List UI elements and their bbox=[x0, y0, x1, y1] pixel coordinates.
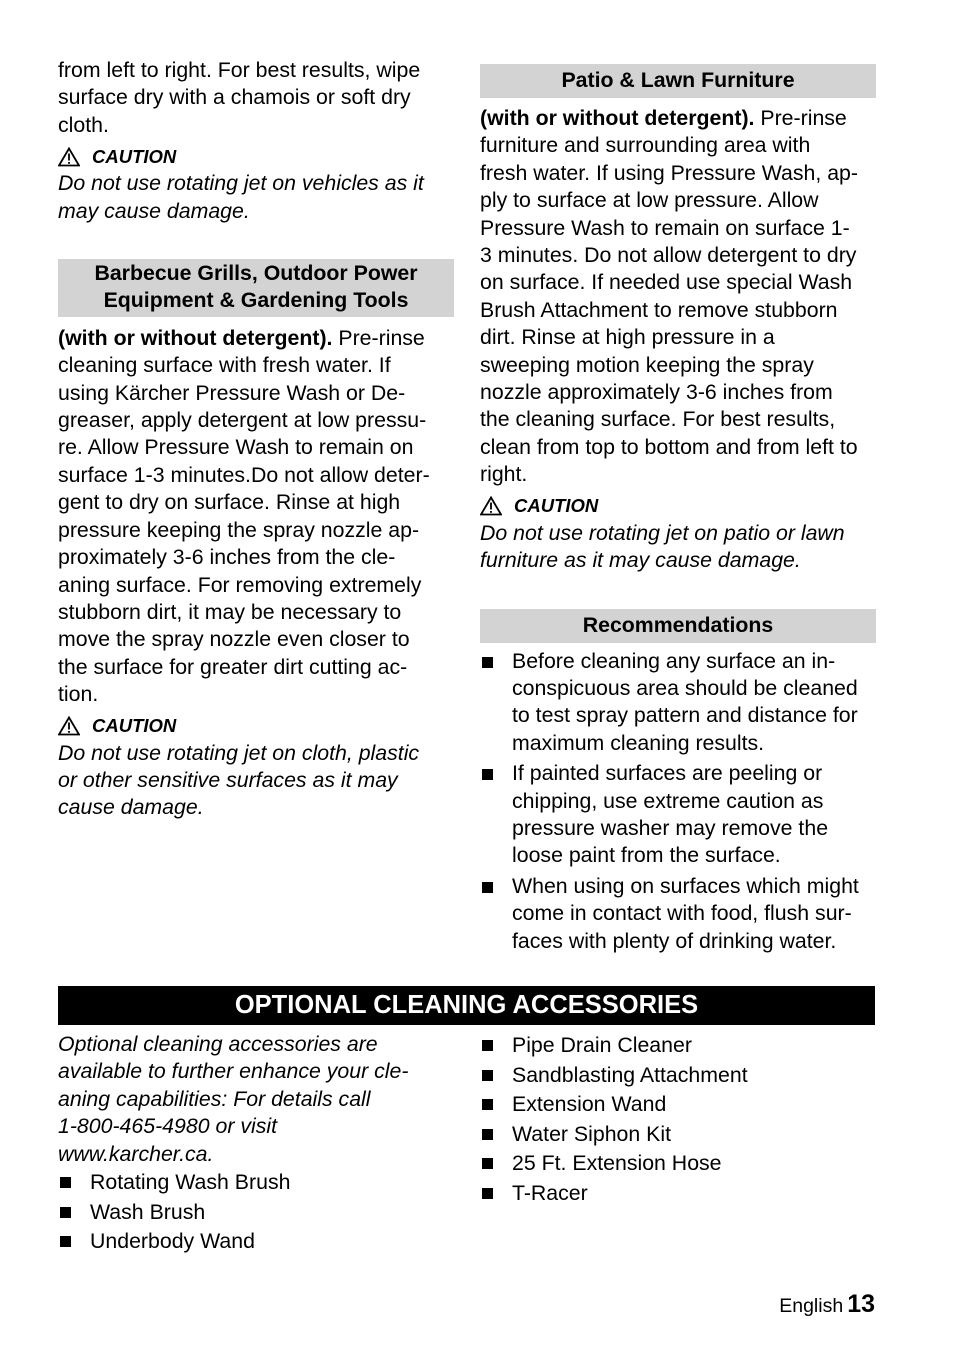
list-item: When using on surfaces which might come in contact with food, flush sur- faces with plenty of drinking water. bbox=[480, 873, 876, 955]
list-item: Extension Wand bbox=[480, 1090, 876, 1120]
caution-heading: CAUTION bbox=[58, 713, 454, 740]
list-item: Underbody Wand bbox=[58, 1227, 458, 1257]
square-bullet-icon bbox=[482, 1040, 493, 1051]
intro-paragraph: from left to right. For best results, wipe surface dry with a chamois or soft dry cloth. bbox=[58, 58, 421, 137]
caution-heading: CAUTION bbox=[58, 143, 454, 170]
list-item: Before cleaning any surface an in- conspicuous area should be cleaned to test spray pattern and distance for maximum cleaning results. bbox=[480, 648, 876, 758]
caution-text: Do not use rotating jet on vehicles as it may cause damage. bbox=[58, 171, 424, 223]
accessories-right-column bbox=[480, 1031, 876, 1208]
bbq-section-heading: Barbecue Grills, Outdoor Power Equipment & Gardening Tools bbox=[58, 259, 454, 317]
left-column bbox=[58, 57, 454, 822]
list-item: If painted surfaces are peeling or chipping, use extreme caution as pressure washer may remove the loose paint from the surface. bbox=[480, 760, 876, 870]
square-bullet-icon bbox=[482, 1129, 493, 1140]
right-column bbox=[480, 64, 876, 955]
patio-section-heading: Patio & Lawn Furniture bbox=[480, 64, 876, 98]
square-bullet-icon bbox=[482, 1188, 493, 1199]
caution-heading: CAUTION bbox=[480, 493, 876, 520]
footer-language: English bbox=[779, 1295, 844, 1317]
square-bullet-icon bbox=[60, 1236, 71, 1247]
accessories-left-column bbox=[58, 1031, 458, 1257]
warning-triangle-icon bbox=[480, 496, 504, 516]
warning-triangle-icon bbox=[58, 716, 82, 736]
list-item: T-Racer bbox=[480, 1179, 876, 1209]
list-item: Sandblasting Attachment bbox=[480, 1061, 876, 1091]
caution-text: Do not use rotating jet on patio or lawn furniture as it may cause damage. bbox=[480, 520, 845, 573]
section-title: OPTIONAL CLEANING ACCESSORIES bbox=[58, 986, 875, 1025]
square-bullet-icon bbox=[482, 769, 493, 780]
square-bullet-icon bbox=[60, 1177, 71, 1188]
accessories-list-right bbox=[480, 1031, 876, 1208]
accessories-intro: Optional cleaning accessories are available to further enhance your cle- aning capabilities: For details call 1-800-465-4980 or visit www.karcher.ca. bbox=[58, 1032, 409, 1166]
square-bullet-icon bbox=[482, 1099, 493, 1110]
page-number: 13 bbox=[847, 1290, 875, 1318]
list-item: Wash Brush bbox=[58, 1198, 458, 1228]
list-item: 25 Ft. Extension Hose bbox=[480, 1149, 876, 1179]
accessories-list-left bbox=[58, 1168, 458, 1257]
patio-paragraph: (with or without detergent). Pre-rinse furniture and surrounding area with fresh water. If using Pressure Wash, ap- ply to surface at low pressure. Allow Pressure Wash to remain on surface 1- 3 minutes. Do not allow detergent to dry on surface. If needed use special Wash Brush Attachment to remove stubborn dirt. Rinse at high pressure in a sweeping motion keeping the spray nozzle approximately 3-6 inches from the cleaning surface. For best results, clean from top to bottom and from left to right. bbox=[480, 106, 858, 487]
recommendations-list bbox=[480, 648, 876, 955]
list-item: Pipe Drain Cleaner bbox=[480, 1031, 876, 1061]
recommendations-heading: Recommendations bbox=[480, 609, 876, 643]
bbq-paragraph: (with or without detergent). Pre-rinse cleaning surface with fresh water. If using Kärcher Pressure Wash or De- greaser, apply detergent at low pressu- re. Allow Pressure Wash to remain on surface 1-3 minutes.Do not allow deter- gent to dry on surface. Rinse at high pressure keeping the spray nozzle ap- proximately 3-6 inches from the cle- aning surface. For removing extremely stubborn dirt, it may be necessary to move the spray nozzle even closer to the surface for greater dirt cutting ac- tion. bbox=[58, 325, 430, 707]
square-bullet-icon bbox=[482, 1070, 493, 1081]
list-item: Water Siphon Kit bbox=[480, 1120, 876, 1150]
square-bullet-icon bbox=[482, 657, 493, 668]
warning-triangle-icon bbox=[58, 147, 82, 167]
square-bullet-icon bbox=[482, 1158, 493, 1169]
list-item: Rotating Wash Brush bbox=[58, 1168, 458, 1198]
page-footer bbox=[779, 1290, 875, 1319]
caution-text: Do not use rotating jet on cloth, plastic or other sensitive surfaces as it may cause damage. bbox=[58, 740, 420, 820]
square-bullet-icon bbox=[60, 1207, 71, 1218]
square-bullet-icon bbox=[482, 882, 493, 893]
